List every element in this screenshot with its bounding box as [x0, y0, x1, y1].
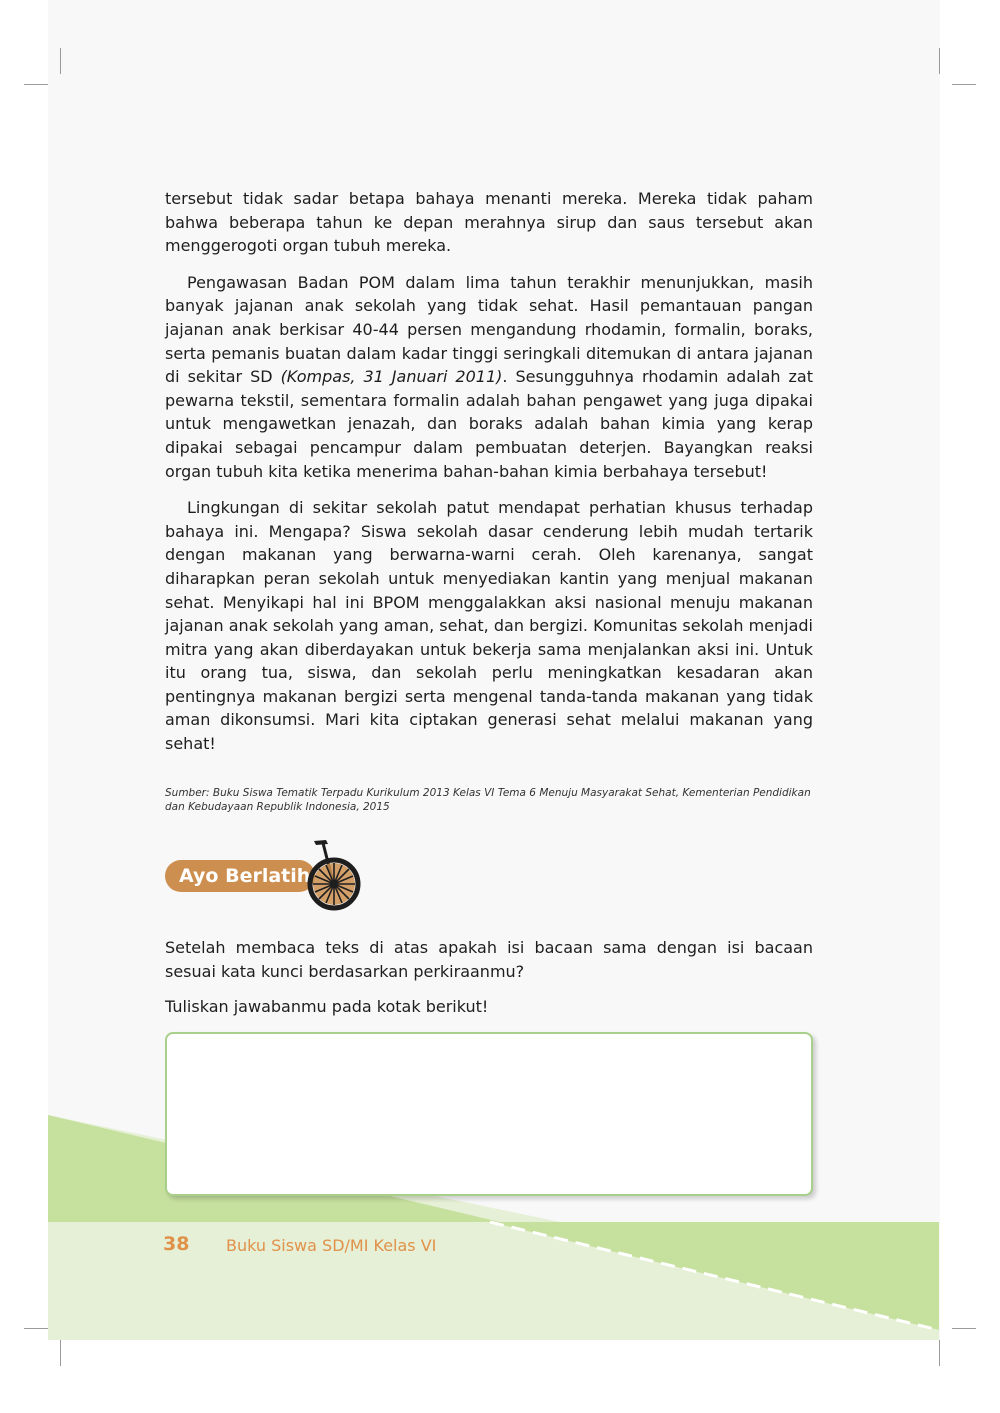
book-title: Buku Siswa SD/MI Kelas VI — [226, 1236, 437, 1255]
paragraph-2-before: Pengawasan Badan POM dalam lima tahun terakhir menunjukkan, masih banyak jajanan anak sekolah yang tidak sehat. Hasil pemantauan pangan jajanan anak berkisar 40-44 persen mengandung rhodamin, formalin, boraks, serta pemanis buatan dalam kadar tinggi seringkali ditemukan di antara jajanan di sekitar SD — [165, 272, 813, 387]
paragraph-2 — [165, 271, 813, 483]
section-badge: Ayo Berlatih — [165, 860, 315, 892]
question-text: Setelah membaca teks di atas apakah isi bacaan sama dengan isi bacaan sesuai kata kunci berdasarkan perkiraanmu? — [165, 938, 813, 981]
source-citation: Sumber: Buku Siswa Tematik Terpadu Kurikulum 2013 Kelas VI Tema 6 Menuju Masyarakat Sehat, Kementerian Pendidikan dan Kebudayaan Republik Indonesia, 2015 — [165, 787, 811, 813]
reading-text — [165, 187, 813, 769]
paragraph-1: tersebut tidak sadar betapa bahaya menanti mereka. Mereka tidak paham bahwa beberapa tahun ke depan merahnya sirup dan saus tersebut akan menggerogoti organ tubuh mereka. — [165, 189, 813, 256]
paragraph-2-after: . Sesungguhnya rhodamin adalah zat pewarna tekstil, sementara formalin adalah bahan pengawet yang juga dipakai untuk mengawetkan jenazah, dan boraks adalah bahan kimia yang kerap dipakai sebagai pencampur dalam pembuatan deterjen. Bayangkan reaksi organ tubuh kita ketika menerima bahan-bahan kimia berbahaya tersebut! — [165, 367, 813, 481]
citation: (Kompas, 31 Januari 2011) — [280, 367, 503, 387]
paragraph-3: Lingkungan di sekitar sekolah patut mendapat perhatian khusus terhadap bahaya ini. Mengapa? Siswa sekolah dasar cenderung lebih mudah tertarik dengan makanan yang berwarna-warni cerah. Oleh karenanya, sangat diharapkan peran sekolah untuk menyediakan kantin yang menjual makanan sehat. Menyikapi hal ini BPOM menggalakkan aksi nasional menuju makanan jajanan anak sekolah yang aman, sehat, dan bergizi. Komunitas sekolah menjadi mitra yang akan diberdayakan untuk bekerja sama menjalankan aksi ini. Untuk itu orang tua, siswa, dan sekolah perlu meningkatkan kesadaran akan pentingnya makanan bergizi serta mengenal tanda-tanda makanan yang tidak aman dikonsumsi. Mari kita ciptakan generasi sehat melalui makanan yang sehat! — [165, 498, 813, 754]
answer-box[interactable] — [165, 1032, 813, 1196]
instruction-text: Tuliskan jawabanmu pada kotak berikut! — [165, 997, 489, 1016]
page-number: 38 — [163, 1233, 190, 1255]
unicycle-icon — [300, 834, 366, 914]
